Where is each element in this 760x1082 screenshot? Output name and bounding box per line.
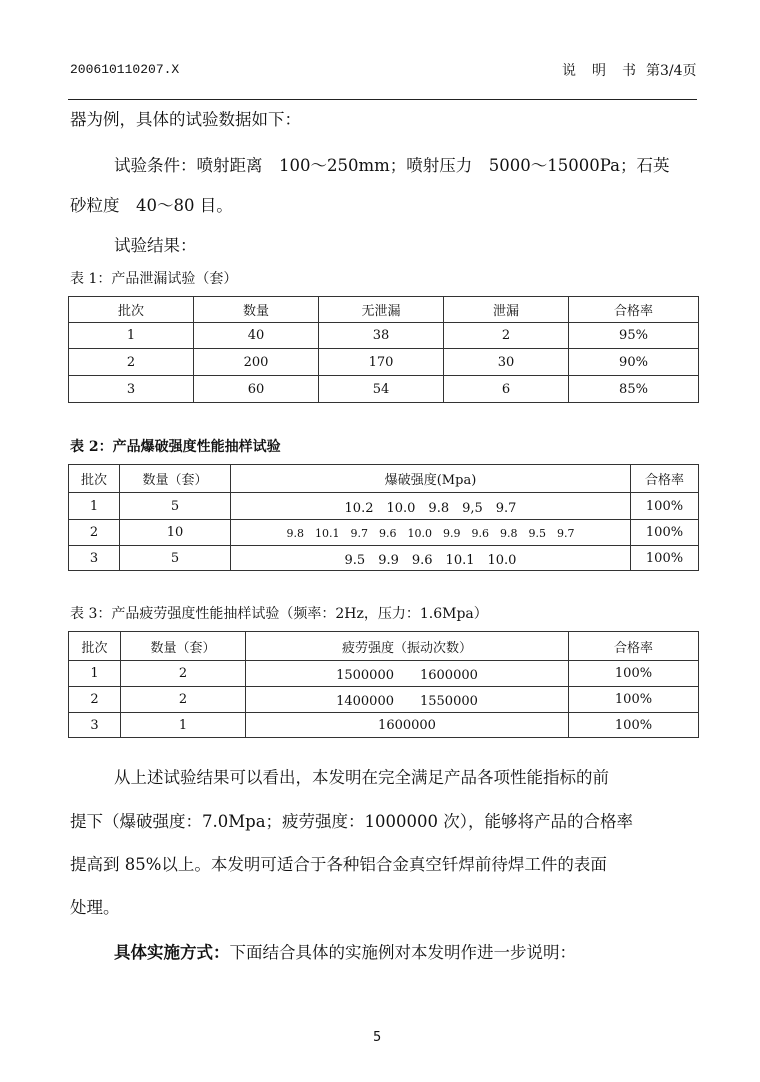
header-cell: 无泄漏 [319, 297, 444, 323]
header-cell: 疲劳强度（振动次数） [246, 632, 569, 661]
test-conditions-line1: 试验条件：喷射距离 100～250mm；喷射压力 5000～15000Pa；石英 [114, 156, 670, 175]
table-cell: 95% [569, 323, 699, 349]
header-cell: 批次 [69, 632, 121, 661]
header-cell: 合格率 [631, 465, 699, 493]
header-cell: 数量（套） [120, 465, 231, 493]
table-cell: 2 [121, 661, 246, 687]
table-cell: 38 [319, 323, 444, 349]
table-row [69, 713, 699, 738]
header-cell: 爆破强度(Mpa) [231, 465, 631, 493]
table-cell: 60 [194, 376, 319, 403]
table-cell: 3 [69, 713, 121, 738]
header-cell: 泄漏 [444, 297, 569, 323]
embodiment-text: 下面结合具体的实施例对本发明作进一步说明： [229, 943, 576, 962]
table-cell: 100% [631, 520, 699, 546]
conclusion-line3: 提高到 85%以上。本发明可适合于各种铝合金真空钎焊前待焊工件的表面 [70, 855, 607, 874]
test-results-label: 试验结果： [114, 236, 197, 255]
page-label: 第3/4页 [646, 63, 697, 79]
table-cell: 2 [444, 323, 569, 349]
table-cell: 5 [120, 493, 231, 520]
header-divider [68, 99, 697, 100]
table-row [69, 323, 699, 349]
header-cell: 批次 [69, 465, 120, 493]
table-cell: 2 [69, 687, 121, 713]
table-cell: 54 [319, 376, 444, 403]
table-row [69, 349, 699, 376]
header-cell: 合格率 [569, 632, 699, 661]
table-header-row [69, 297, 699, 323]
table-cell: 3 [69, 546, 120, 571]
table-cell: 200 [194, 349, 319, 376]
table-cell: 2 [69, 520, 120, 546]
table1-caption: 表 1：产品泄漏试验（套） [70, 271, 238, 287]
table-cell: 9.8 10.1 9.7 9.6 10.0 9.9 9.6 9.8 9.5 9.7 [231, 520, 631, 546]
table2-burst-strength-test [68, 464, 699, 571]
table-cell: 1 [69, 661, 121, 687]
table-row [69, 661, 699, 687]
table-row [69, 546, 699, 571]
table-cell: 40 [194, 323, 319, 349]
table-cell: 1 [69, 493, 120, 520]
table-cell: 100% [631, 493, 699, 520]
header-cell: 合格率 [569, 297, 699, 323]
table3-caption: 表 3：产品疲劳强度性能抽样试验（频率：2Hz，压力：1.6Mpa） [70, 606, 488, 622]
header-cell: 批次 [69, 297, 194, 323]
table-cell: 85% [569, 376, 699, 403]
table-cell: 30 [444, 349, 569, 376]
header-cell: 数量 [194, 297, 319, 323]
table3-fatigue-strength-test [68, 631, 699, 738]
table-cell: 6 [444, 376, 569, 403]
document-number: 200610110207.X [70, 62, 180, 77]
table1-leakage-test [68, 296, 699, 403]
intro-paragraph: 器为例，具体的试验数据如下： [70, 110, 301, 129]
table-cell: 100% [569, 713, 699, 738]
table-cell: 9.5 9.9 9.6 10.1 10.0 [231, 546, 631, 571]
table-header-row [69, 632, 699, 661]
table-cell: 100% [569, 687, 699, 713]
embodiment-label: 具体实施方式： [114, 943, 230, 962]
table-row [69, 687, 699, 713]
table-row [69, 376, 699, 403]
test-conditions-line2: 砂粒度 40～80 目。 [70, 196, 233, 215]
table-cell: 1500000 1600000 [246, 661, 569, 687]
table-cell: 1 [69, 323, 194, 349]
table-cell: 100% [631, 546, 699, 571]
conclusion-line4: 处理。 [70, 898, 120, 917]
table-header-row [69, 465, 699, 493]
table-cell: 10 [120, 520, 231, 546]
table-row [69, 493, 699, 520]
doc-type-char: 明 [592, 63, 606, 79]
doc-type-char: 书 [622, 63, 636, 79]
table-cell: 10.2 10.0 9.8 9,5 9.7 [231, 493, 631, 520]
table-cell: 1400000 1550000 [246, 687, 569, 713]
embodiment-paragraph [114, 939, 576, 963]
table-cell: 2 [69, 349, 194, 376]
conclusion-line2: 提下（爆破强度：7.0Mpa；疲劳强度：1000000 次），能够将产品的合格率 [70, 812, 634, 831]
table-cell: 1600000 [246, 713, 569, 738]
header-doc-type [562, 60, 697, 80]
table2-caption: 表 2：产品爆破强度性能抽样试验 [70, 439, 281, 455]
table-cell: 100% [569, 661, 699, 687]
table-cell: 90% [569, 349, 699, 376]
doc-type-char: 说 [562, 63, 576, 79]
table-row [69, 520, 699, 546]
table-cell: 2 [121, 687, 246, 713]
conclusion-line1: 从上述试验结果可以看出，本发明在完全满足产品各项性能指标的前 [114, 768, 609, 787]
table-cell: 3 [69, 376, 194, 403]
header-cell: 数量（套） [121, 632, 246, 661]
table-cell: 5 [120, 546, 231, 571]
table-cell: 170 [319, 349, 444, 376]
page-number: 5 [373, 1030, 382, 1045]
table-cell: 1 [121, 713, 246, 738]
